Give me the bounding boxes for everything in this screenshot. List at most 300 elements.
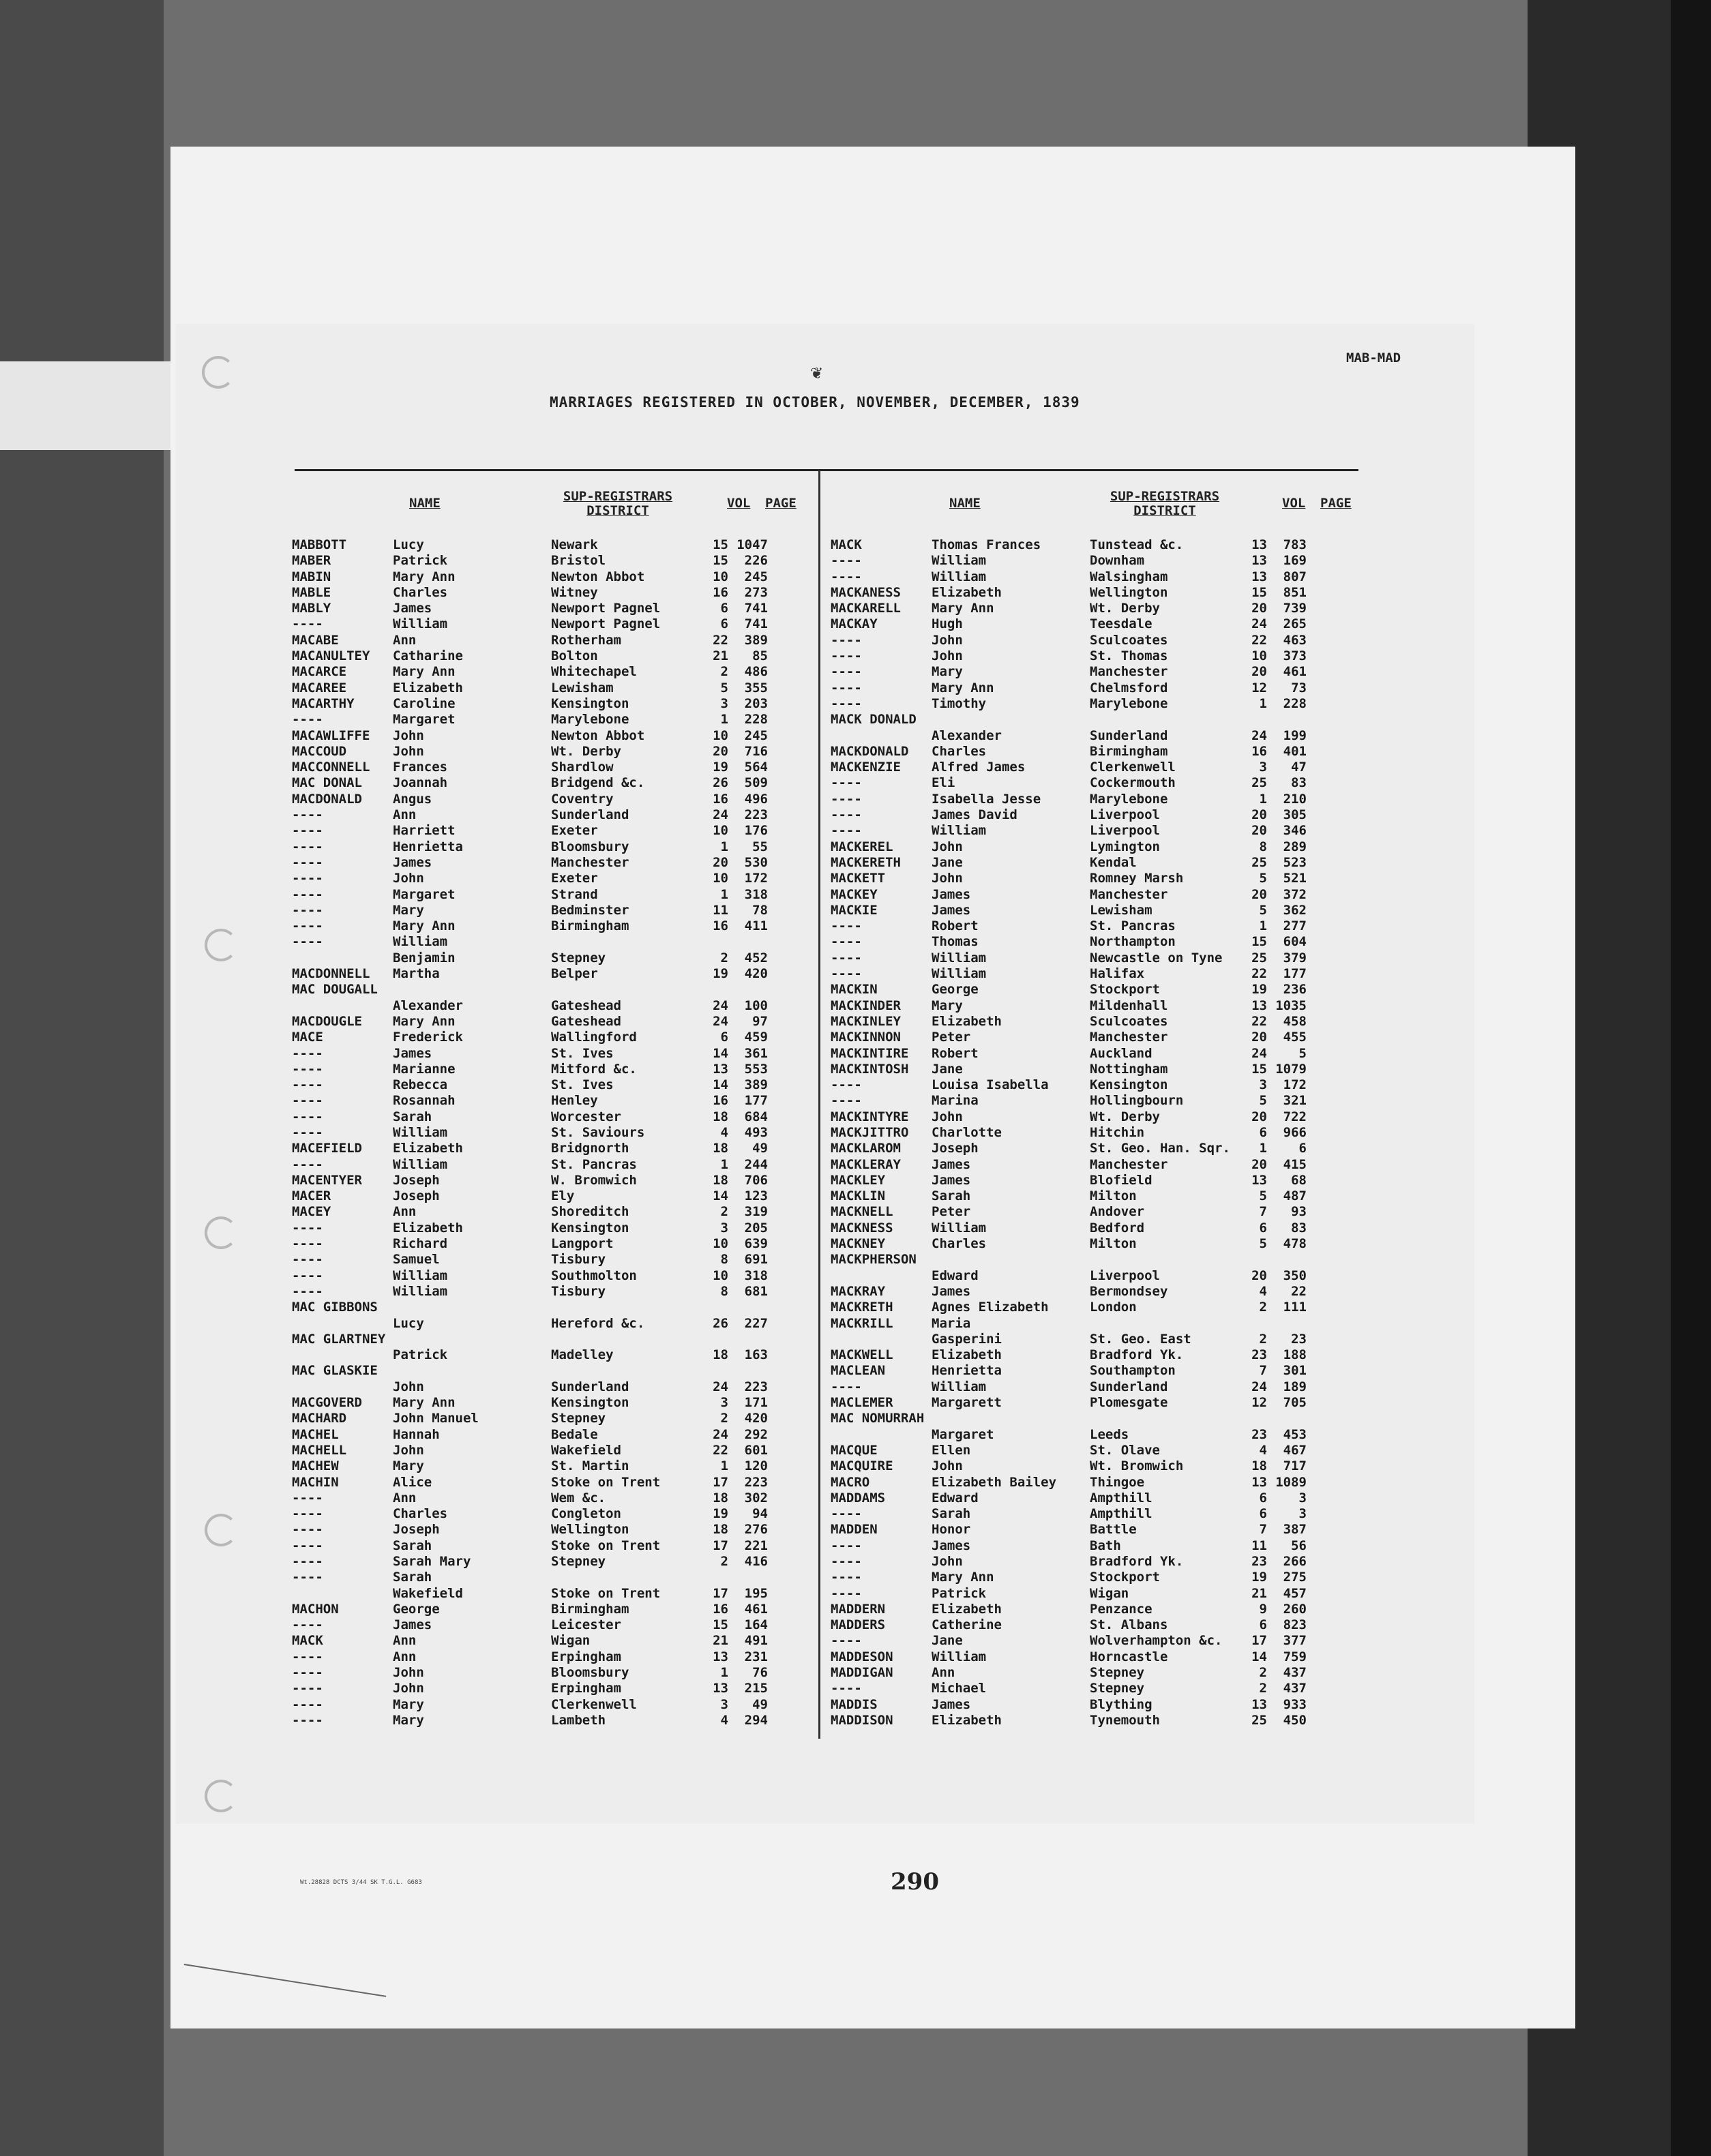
entry-forename: James: [932, 1156, 971, 1172]
entry-forename: Frederick: [393, 1030, 463, 1045]
entry-volume: 13: [1251, 1474, 1267, 1490]
entry-district: Shardlow: [551, 760, 614, 775]
entry-page: 93: [1291, 1204, 1307, 1220]
entry-forename: Mary: [932, 664, 963, 680]
entry-forename: Margaret: [393, 712, 456, 728]
entry-page: 289: [1283, 839, 1307, 854]
entry-page: 807: [1283, 569, 1307, 584]
entry-page: 223: [744, 1379, 768, 1394]
entry-district: Stockport: [1090, 1570, 1160, 1585]
entry-district: Chelmsford: [1090, 680, 1168, 695]
entry-volume: 17: [713, 1538, 728, 1553]
entry-surname: ----: [292, 616, 323, 632]
entry-page: 163: [744, 1347, 768, 1363]
entry-district: Stepney: [551, 950, 606, 965]
entry-page: 401: [1283, 743, 1307, 759]
entry-page: 195: [744, 1585, 768, 1601]
entry-page: 123: [744, 1188, 768, 1204]
entry-surname: ----: [292, 1712, 323, 1728]
entry-forename: Sarah Mary: [393, 1554, 471, 1569]
entry-surname: ----: [292, 1268, 323, 1283]
entry-volume: 15: [1251, 1061, 1267, 1077]
entry-forename: William: [932, 966, 987, 982]
entry-surname: MACDOUGLE: [292, 1013, 362, 1029]
entry-page: 68: [1291, 1172, 1307, 1188]
entry-volume: 5: [1259, 902, 1267, 918]
entry-volume: 17: [713, 1585, 728, 1601]
entry-surname: MACLEAN: [831, 1363, 886, 1379]
entry-forename: Elizabeth: [393, 1220, 463, 1236]
entry-page: 361: [744, 1045, 768, 1061]
entry-district: Milton: [1090, 1188, 1137, 1204]
entry-page: 55: [752, 839, 768, 854]
entry-forename: Elizabeth: [393, 1141, 463, 1156]
entry-district: Romney Marsh: [1090, 871, 1184, 886]
entry-volume: 25: [1251, 775, 1267, 791]
entry-page: 294: [744, 1712, 768, 1728]
entry-surname: ----: [292, 854, 323, 870]
entry-forename: John: [393, 1442, 424, 1458]
entry-district: Sunderland: [1090, 1379, 1168, 1394]
entry-forename: Mary Ann: [393, 664, 456, 680]
entry-page: 221: [744, 1538, 768, 1553]
entry-forename: William: [393, 1124, 448, 1140]
entry-forename: Joannah: [393, 775, 448, 791]
entry-surname: MADDERN: [831, 1601, 886, 1617]
entry-district: Kensington: [1090, 1077, 1168, 1093]
entry-volume: 2: [1259, 1665, 1267, 1681]
entry-surname: ----: [292, 839, 323, 854]
entry-district: Teesdale: [1090, 616, 1152, 632]
entry-volume: 10: [713, 569, 728, 584]
entry-surname: MACKINNON: [831, 1030, 901, 1045]
entry-forename: Ann: [393, 807, 417, 823]
entry-forename: John: [932, 648, 963, 664]
entry-page: 73: [1291, 680, 1307, 695]
entry-surname: MACKINLEY: [831, 1013, 901, 1029]
entry-volume: 24: [713, 1013, 728, 1029]
entry-forename: William: [393, 616, 448, 632]
entry-forename: Harriett: [393, 823, 456, 839]
entry-district: Stepney: [551, 1554, 606, 1569]
entry-volume: 13: [1251, 569, 1267, 584]
entry-surname: MACKIE: [831, 902, 878, 918]
entry-forename: James: [932, 1283, 971, 1299]
entry-forename: Sarah: [932, 1188, 971, 1204]
entry-district: Wigan: [1090, 1585, 1129, 1601]
entry-page: 94: [752, 1506, 768, 1522]
entry-surname: ----: [831, 1506, 862, 1522]
entry-page: 553: [744, 1061, 768, 1077]
entry-page: 227: [744, 1315, 768, 1331]
entry-district: Birmingham: [551, 1601, 629, 1617]
entry-surname: MACKANESS: [831, 584, 901, 600]
entry-surname: ----: [292, 1220, 323, 1236]
entry-district: Northampton: [1090, 934, 1176, 950]
entry-volume: 19: [1251, 982, 1267, 998]
entry-surname: MACKINTOSH: [831, 1061, 909, 1077]
entry-forename: Ann: [393, 1490, 417, 1506]
entry-surname: ----: [292, 1077, 323, 1093]
entry-volume: 22: [713, 632, 728, 648]
header-district-line1: SUP-REGISTRARS: [1110, 489, 1220, 504]
entry-district: Newark: [551, 537, 598, 552]
entry-forename: Robert: [932, 1045, 979, 1061]
entry-forename: Sarah: [393, 1109, 432, 1124]
entry-district: St. Pancras: [1090, 918, 1176, 934]
entry-page: 176: [744, 823, 768, 839]
entry-volume: 1: [720, 1665, 728, 1681]
entry-surname: MACKLAROM: [831, 1141, 901, 1156]
entry-forename: Marianne: [393, 1061, 456, 1077]
entry-volume: 6: [720, 601, 728, 616]
entry-volume: 13: [1251, 1172, 1267, 1188]
entry-district: Bath: [1090, 1538, 1121, 1553]
entry-page: 739: [1283, 601, 1307, 616]
entry-forename: Richard: [393, 1236, 448, 1252]
entry-district: Mitford &c.: [551, 1061, 637, 1077]
entry-page: 461: [744, 1601, 768, 1617]
entry-surname: ----: [831, 1585, 862, 1601]
entry-forename: Mary Ann: [393, 1395, 456, 1411]
entry-volume: 5: [1259, 1093, 1267, 1109]
entry-volume: 15: [713, 553, 728, 569]
entry-volume: 2: [1259, 1331, 1267, 1347]
entry-volume: 26: [713, 775, 728, 791]
entry-page: 706: [744, 1172, 768, 1188]
entry-page: 389: [744, 1077, 768, 1093]
entry-page: 759: [1283, 1649, 1307, 1664]
entry-district: Wt. Bromwich: [1090, 1458, 1184, 1474]
entry-surname: MACHELL: [292, 1442, 347, 1458]
entry-volume: 2: [1259, 1300, 1267, 1315]
entry-district: Ampthill: [1090, 1490, 1152, 1506]
entry-page: 78: [752, 902, 768, 918]
entry-volume: 13: [713, 1681, 728, 1696]
entry-surname: MACAREE: [292, 680, 347, 695]
entry-volume: 6: [1259, 1220, 1267, 1236]
entry-forename: Mary Ann: [932, 601, 994, 616]
entry-forename: John: [393, 728, 424, 743]
entry-forename: John: [932, 839, 963, 854]
entry-volume: 18: [713, 1522, 728, 1538]
entry-volume: 22: [713, 1442, 728, 1458]
entry-page: 100: [744, 998, 768, 1013]
entry-surname: ----: [292, 712, 323, 728]
entry-volume: 3: [1259, 760, 1267, 775]
entry-page: 171: [744, 1395, 768, 1411]
entry-volume: 1: [720, 1156, 728, 1172]
entry-page: 1035: [1275, 998, 1307, 1013]
entry-surname: ----: [831, 1570, 862, 1585]
entry-forename: Gasperini: [932, 1331, 1002, 1347]
entry-surname: ----: [831, 1633, 862, 1649]
entry-page: 453: [1283, 1426, 1307, 1442]
entry-surname: MACK: [831, 537, 862, 552]
entry-district: St. Pancras: [551, 1156, 637, 1172]
entry-page: 601: [744, 1442, 768, 1458]
entry-district: Stoke on Trent: [551, 1474, 661, 1490]
entry-forename: Mary: [932, 998, 963, 1013]
entry-volume: 5: [1259, 1188, 1267, 1204]
entry-volume: 20: [1251, 1109, 1267, 1124]
entry-surname: ----: [292, 807, 323, 823]
entry-district: Congleton: [551, 1506, 621, 1522]
entry-district: Wt. Derby: [1090, 1109, 1160, 1124]
entry-surname: ----: [292, 1156, 323, 1172]
entry-surname: ----: [831, 1077, 862, 1093]
entry-forename: Elizabeth Bailey: [932, 1474, 1057, 1490]
entry-page: 491: [744, 1633, 768, 1649]
entry-volume: 24: [1251, 1379, 1267, 1394]
entry-district: Bridgnorth: [551, 1141, 629, 1156]
entry-district: Exeter: [551, 871, 598, 886]
entry-forename: Edward: [932, 1268, 979, 1283]
entry-forename: Mary: [393, 1458, 424, 1474]
entry-page: 111: [1283, 1300, 1307, 1315]
entry-volume: 7: [1259, 1363, 1267, 1379]
entry-volume: 14: [713, 1188, 728, 1204]
entry-district: Stepney: [551, 1411, 606, 1426]
entry-surname: ----: [292, 1252, 323, 1268]
entry-page: 275: [1283, 1570, 1307, 1585]
entry-surname: MACRO: [831, 1474, 870, 1490]
entry-page: 523: [1283, 854, 1307, 870]
entry-forename: William: [932, 553, 987, 569]
entry-district: Stoke on Trent: [551, 1585, 661, 1601]
entry-volume: 15: [1251, 584, 1267, 600]
entry-forename: Patrick: [932, 1585, 987, 1601]
entry-district: Southmolton: [551, 1268, 637, 1283]
entry-page: 276: [744, 1522, 768, 1538]
entry-volume: 1: [720, 839, 728, 854]
entry-page: 1079: [1275, 1061, 1307, 1077]
header-district: [550, 490, 686, 518]
entry-district: Southampton: [1090, 1363, 1176, 1379]
entry-district: Newport Pagnel: [551, 616, 661, 632]
entry-volume: 13: [1251, 537, 1267, 552]
entry-district: Bristol: [551, 553, 606, 569]
entry-surname: ----: [292, 823, 323, 839]
entry-volume: 18: [1251, 1458, 1267, 1474]
entry-forename: Alexander: [932, 728, 1002, 743]
entry-forename: Eli: [932, 775, 955, 791]
entry-volume: 20: [713, 743, 728, 759]
entry-forename: John Manuel: [393, 1411, 479, 1426]
entry-volume: 8: [720, 1283, 728, 1299]
entry-surname: ----: [831, 632, 862, 648]
header-page: PAGE: [765, 496, 797, 511]
entry-surname: MACKARELL: [831, 601, 901, 616]
entry-page: 741: [744, 601, 768, 616]
entry-forename: Edward: [932, 1490, 979, 1506]
entry-surname: ----: [292, 1236, 323, 1252]
entry-surname: ----: [831, 569, 862, 584]
entry-forename: Caroline: [393, 695, 456, 711]
header-district-line2: DISTRICT: [1133, 503, 1196, 518]
entry-forename: Joseph: [393, 1522, 440, 1538]
entry-page: 172: [1283, 1077, 1307, 1093]
entry-forename: Samuel: [393, 1252, 440, 1268]
entry-forename: Sarah: [393, 1570, 432, 1585]
entry-volume: 3: [720, 1395, 728, 1411]
entry-forename: Alexander: [393, 998, 463, 1013]
entry-surname: MACKNESS: [831, 1220, 893, 1236]
entry-district: Birmingham: [551, 918, 629, 934]
header-page: PAGE: [1320, 496, 1352, 511]
entry-forename: Martha: [393, 966, 440, 982]
entry-page: 223: [744, 807, 768, 823]
entry-forename: Thomas Frances: [932, 537, 1041, 552]
entry-page: 177: [1283, 966, 1307, 982]
entry-forename: John: [932, 1109, 963, 1124]
entry-page: 172: [744, 871, 768, 886]
entry-page: 22: [1291, 1283, 1307, 1299]
entry-surname: ----: [831, 695, 862, 711]
entry-forename: John: [393, 1665, 424, 1681]
entry-district: Sunderland: [551, 1379, 629, 1394]
entry-surname: MACKPHERSON: [831, 1252, 917, 1268]
entry-volume: 2: [1259, 1681, 1267, 1696]
entry-forename: William: [932, 1220, 987, 1236]
entry-district: Blofield: [1090, 1172, 1152, 1188]
entry-surname: MACEY: [292, 1204, 331, 1220]
entry-surname: MADDISON: [831, 1712, 893, 1728]
entry-forename: Benjamin: [393, 950, 456, 965]
entry-surname: ----: [292, 1665, 323, 1681]
entry-page: 416: [744, 1554, 768, 1569]
entry-forename: James: [932, 1696, 971, 1712]
entry-district: Milton: [1090, 1236, 1137, 1252]
entry-surname: MACKLIN: [831, 1188, 886, 1204]
entry-volume: 18: [713, 1109, 728, 1124]
entry-district: Horncastle: [1090, 1649, 1168, 1664]
entry-page: 83: [1291, 775, 1307, 791]
entry-district: Wem &c.: [551, 1490, 606, 1506]
entry-surname: ----: [831, 775, 862, 791]
entry-district: Shoreditch: [551, 1204, 629, 1220]
entry-page: 783: [1283, 537, 1307, 552]
entry-surname: ----: [292, 1649, 323, 1664]
entry-page: 6: [1298, 1141, 1307, 1156]
entry-volume: 20: [1251, 1030, 1267, 1045]
entry-surname: MABLY: [292, 601, 331, 616]
entry-surname: ----: [292, 1538, 323, 1553]
entry-district: Wellington: [1090, 584, 1168, 600]
entry-district: Manchester: [1090, 1156, 1168, 1172]
entry-volume: 10: [713, 871, 728, 886]
entry-volume: 23: [1251, 1347, 1267, 1363]
entry-district: Manchester: [551, 854, 629, 870]
entry-district: Marylebone: [1090, 791, 1168, 807]
index-range-code: MAB-MAD: [1346, 350, 1401, 365]
entry-volume: 16: [713, 584, 728, 600]
entry-surname: MACCONNELL: [292, 760, 370, 775]
entry-volume: 5: [720, 680, 728, 695]
entry-page: 691: [744, 1252, 768, 1268]
entry-surname: ----: [831, 950, 862, 965]
entry-volume: 1: [720, 886, 728, 902]
entry-volume: 12: [1251, 1395, 1267, 1411]
entry-district: Hollingbourn: [1090, 1093, 1184, 1109]
entry-page: 496: [744, 791, 768, 807]
entry-surname: ----: [831, 1681, 862, 1696]
entry-forename: Angus: [393, 791, 432, 807]
entry-volume: 1: [720, 712, 728, 728]
entry-volume: 13: [1251, 1696, 1267, 1712]
entry-district: Wakefield: [551, 1442, 621, 1458]
entry-district: Erpingham: [551, 1649, 621, 1664]
entry-forename: Wakefield: [393, 1585, 463, 1601]
entry-district: Walsingham: [1090, 569, 1168, 584]
entry-page: 318: [744, 1268, 768, 1283]
entry-district: Lewisham: [1090, 902, 1152, 918]
entry-forename: James: [932, 902, 971, 918]
entry-surname: ----: [292, 934, 323, 950]
entry-surname: MACARTHY: [292, 695, 355, 711]
entry-district: St. Martin: [551, 1458, 629, 1474]
entry-forename: Alice: [393, 1474, 432, 1490]
entry-surname: ----: [292, 1093, 323, 1109]
entry-district: Mildenhall: [1090, 998, 1168, 1013]
entry-page: 169: [1283, 553, 1307, 569]
entry-surname: ----: [292, 1061, 323, 1077]
entry-forename: William: [932, 1649, 987, 1664]
entry-surname: MADDIGAN: [831, 1665, 893, 1681]
entry-page: 452: [744, 950, 768, 965]
page-title: MARRIAGES REGISTERED IN OCTOBER, NOVEMBER, DECEMBER, 1839: [550, 394, 1080, 410]
entry-page: 851: [1283, 584, 1307, 600]
entry-district: Erpingham: [551, 1681, 621, 1696]
header-name: NAME: [949, 496, 981, 511]
entry-district: Stoke on Trent: [551, 1538, 661, 1553]
entry-district: Lymington: [1090, 839, 1160, 854]
entry-volume: 24: [1251, 728, 1267, 743]
entry-forename: Peter: [932, 1030, 971, 1045]
entry-forename: Rosannah: [393, 1093, 456, 1109]
entry-surname: MACK DONALD: [831, 712, 917, 728]
entry-surname: MAC NOMURRAH: [831, 1411, 925, 1426]
entry-district: Manchester: [1090, 1030, 1168, 1045]
entry-surname: ----: [831, 1538, 862, 1553]
entry-forename: Charles: [932, 743, 987, 759]
entry-surname: ----: [292, 1696, 323, 1712]
header-district-line1: SUP-REGISTRARS: [563, 489, 673, 504]
entry-district: Ely: [551, 1188, 575, 1204]
entry-volume: 24: [713, 998, 728, 1013]
entry-forename: Ann: [393, 1204, 417, 1220]
entry-surname: ----: [292, 1490, 323, 1506]
entry-volume: 13: [1251, 553, 1267, 569]
entry-district: Bridgend &c.: [551, 775, 645, 791]
entry-volume: 22: [1251, 632, 1267, 648]
scan-edge-right: [1671, 0, 1711, 2156]
entry-page: 463: [1283, 632, 1307, 648]
entry-forename: John: [393, 1681, 424, 1696]
entry-district: Wt. Derby: [1090, 601, 1160, 616]
entry-volume: 18: [713, 1141, 728, 1156]
entry-forename: William: [932, 823, 987, 839]
entry-forename: William: [393, 1156, 448, 1172]
entry-district: Newcastle on Tyne: [1090, 950, 1223, 965]
entry-surname: MACHIN: [292, 1474, 339, 1490]
entry-page: 362: [1283, 902, 1307, 918]
entry-district: Lewisham: [551, 680, 614, 695]
header-name: NAME: [409, 496, 441, 511]
entry-surname: MACKRAY: [831, 1283, 886, 1299]
entry-district: Stockport: [1090, 982, 1160, 998]
entry-district: Strand: [551, 886, 598, 902]
